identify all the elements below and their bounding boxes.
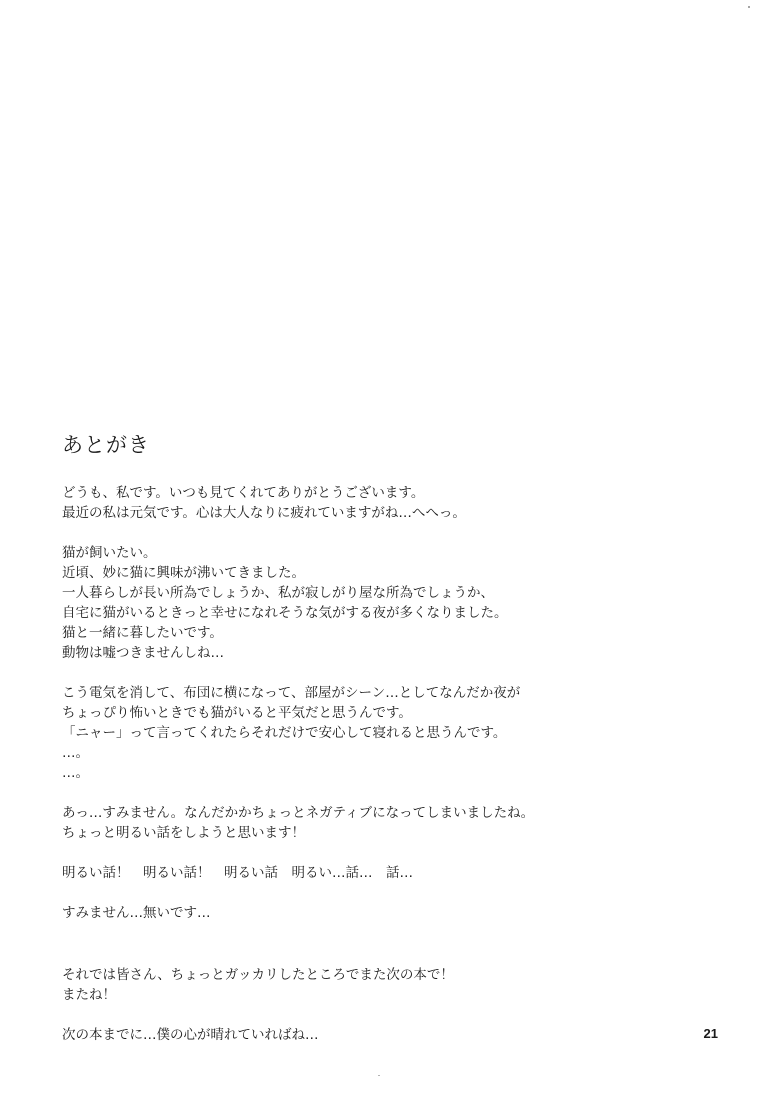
text-line: それでは皆さん、ちょっとガッカリしたところでまた次の本で！ xyxy=(62,967,454,983)
text-line: すみません…無いです… xyxy=(62,905,211,921)
paragraph-bright-talk xyxy=(62,863,702,883)
afterword-body xyxy=(62,483,702,1045)
text-line: 「ニャー」って言ってくれたらそれだけで安心して寝れると思うんです。 xyxy=(62,725,507,741)
scan-speck xyxy=(748,6,750,8)
text-line: ちょっぴり怖いときでも猫がいると平気だと思うんです。 xyxy=(62,705,412,721)
text-line: …。 xyxy=(62,745,89,761)
paragraph-night xyxy=(62,683,702,783)
text-line: 近頃、妙に猫に興味が沸いてきました。 xyxy=(62,565,305,581)
paragraph-apology xyxy=(62,803,702,843)
text-line: またね！ xyxy=(62,987,116,1003)
scan-speck xyxy=(378,1075,380,1076)
text-line: 一人暮らしが長い所為でしょうか、私が寂しがり屋な所為でしょうか、 xyxy=(62,585,494,601)
text-line: 次の本までに…僕の心が晴れていればね… xyxy=(62,1027,319,1043)
afterword-title: あとがき xyxy=(62,433,150,457)
paragraph-farewell xyxy=(62,965,702,1005)
page-number: 21 xyxy=(703,1026,718,1041)
text-line: …。 xyxy=(62,765,89,781)
text-line: 自宅に猫がいるときっと幸せになれそうな気がする夜が多くなりました。 xyxy=(62,605,508,621)
text-line: 猫が飼いたい。 xyxy=(62,545,157,561)
text-line: どうも、私です。いつも見てくれてありがとうございます。 xyxy=(62,485,425,501)
paragraph-nothing xyxy=(62,903,702,923)
paragraph-cat xyxy=(62,543,702,663)
paragraph-greeting xyxy=(62,483,702,523)
text-line: こう電気を消して、布団に横になって、部屋がシーン…としてなんだか夜が xyxy=(62,685,521,701)
text-line: 明るい話！ 明るい話！ 明るい話 明るい…話… 話… xyxy=(62,865,413,881)
paragraph-closing xyxy=(62,1025,702,1045)
text-line: ちょっと明るい話をしようと思います！ xyxy=(62,825,305,841)
text-line: 猫と一緒に暮したいです。 xyxy=(62,625,223,641)
text-line: あっ…すみません。なんだかかちょっとネガティブになってしまいましたね。 xyxy=(62,805,535,821)
text-line: 最近の私は元気です。心は大人なりに疲れていますがね…へへっ。 xyxy=(62,505,466,521)
text-line: 動物は嘘つきませんしね… xyxy=(62,645,224,661)
